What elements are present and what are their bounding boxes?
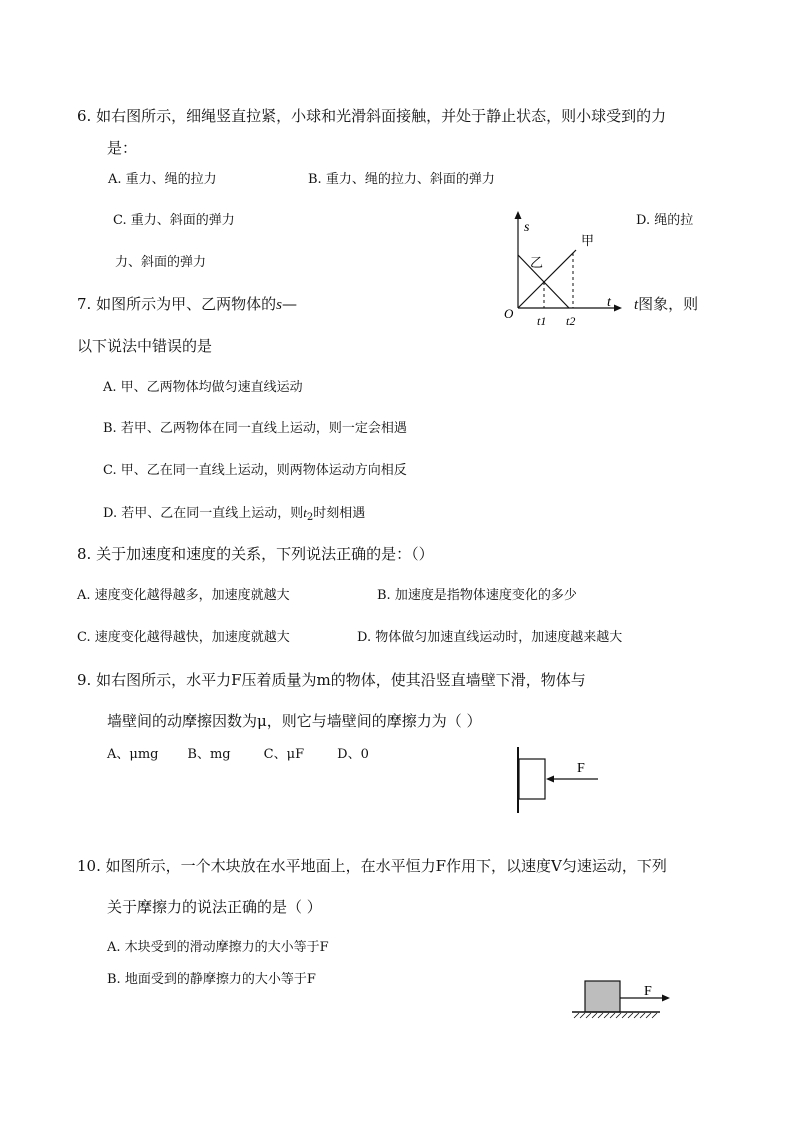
graph-t-label: t <box>607 295 611 310</box>
graph-s-label: s <box>524 220 530 235</box>
q7-stem-line1-end <box>634 294 698 315</box>
q7-option-d-sub: 2 <box>306 512 314 523</box>
q6-option-a: A. 重力、绳的拉力 <box>108 172 217 187</box>
force-f-label: F <box>577 761 585 776</box>
q7-st-graph <box>500 205 630 330</box>
block <box>519 759 545 799</box>
t-axis-arrow <box>614 305 622 312</box>
q7-stem-line1 <box>77 294 297 315</box>
q6-option-d-continued: 力、斜面的弹力 <box>115 255 207 270</box>
q7-option-d-prefix: D. 若甲、乙在同一直线上运动，则 <box>103 506 304 521</box>
force-arrow-head <box>546 776 554 783</box>
q7-stem-line2: 以下说法中错误的是 <box>77 337 213 355</box>
q8-stem: 8. 关于加速度和速度的关系，下列说法正确的是：（） <box>77 545 434 563</box>
q10-option-a: A. 木块受到的滑动摩擦力的大小等于F <box>107 940 329 955</box>
q8-option-d: D. 物体做匀加速直线运动时，加速度越来越大 <box>357 630 623 645</box>
q8-option-b: B. 加速度是指物体速度变化的多少 <box>377 588 577 603</box>
q6-stem-line2: 是： <box>107 139 138 157</box>
q10-option-b: B. 地面受到的静摩擦力的大小等于F <box>107 972 316 987</box>
q7-option-d-suffix: 时刻相遇 <box>313 506 366 521</box>
s-axis-arrow <box>515 211 522 219</box>
ground-hatching <box>574 1013 657 1018</box>
q7-option-c: C. 甲、乙在同一直线上运动，则两物体运动方向相反 <box>103 463 407 478</box>
q10-stem-line2: 关于摩擦力的说法正确的是（ ） <box>107 898 322 916</box>
graph-yi-label: 乙 <box>530 255 544 270</box>
q7-stem-prefix: 7. 如图所示为甲、乙两物体的 <box>77 295 277 313</box>
wood-block <box>585 981 620 1012</box>
q7-option-d-t: t <box>303 505 307 520</box>
q6-stem-line1: 6. 如右图所示，细绳竖直拉紧，小球和光滑斜面接触，并处于静止状态，则小球受到的力 <box>77 107 667 125</box>
q7-option-a: A. 甲、乙两物体均做匀速直线运动 <box>103 380 303 395</box>
graph-t2-label: t2 <box>566 314 576 328</box>
graph-t1-label: t1 <box>537 314 547 328</box>
force-f-label: F <box>644 984 652 999</box>
q10-ground-block-figure <box>570 978 680 1023</box>
q7-stem-t: t <box>634 297 639 313</box>
force-arrow-head <box>662 995 670 1002</box>
q9-stem-line2: 墙壁间的动摩擦因数为μ，则它与墙壁间的摩擦力为（ ） <box>107 712 482 730</box>
q7-stem-dash: — <box>281 295 297 313</box>
graph-jia-label: 甲 <box>581 233 595 248</box>
q10-stem-line1: 10. 如图所示，一个木块放在水平地面上，在水平恒力F作用下，以速度V匀速运动，下列 <box>77 857 667 875</box>
q9-stem-line1: 9. 如右图所示，水平力F压着质量为m的物体，使其沿竖直墙壁下滑，物体与 <box>77 671 586 689</box>
q7-option-d <box>103 503 365 528</box>
q6-option-c: C. 重力、斜面的弹力 <box>113 213 235 228</box>
graph-origin-label: O <box>504 306 514 321</box>
q9-options: A、μmg B、mg C、μF D、0 <box>107 747 369 762</box>
q8-option-c: C. 速度变化越得越快，加速度就越大 <box>77 630 290 645</box>
q6-option-d: D. 绳的拉 <box>636 213 694 228</box>
line-jia <box>518 250 576 308</box>
q8-option-a: A. 速度变化越得越多，加速度就越大 <box>77 588 290 603</box>
q7-stem-s: s <box>276 297 282 313</box>
q6-option-b: B. 重力、绳的拉力、斜面的弹力 <box>308 172 495 187</box>
q7-stem-suffix: 图象，则 <box>638 295 699 313</box>
q7-option-b: B. 若甲、乙两物体在同一直线上运动，则一定会相遇 <box>103 421 407 436</box>
q9-wall-block-figure <box>510 745 610 815</box>
